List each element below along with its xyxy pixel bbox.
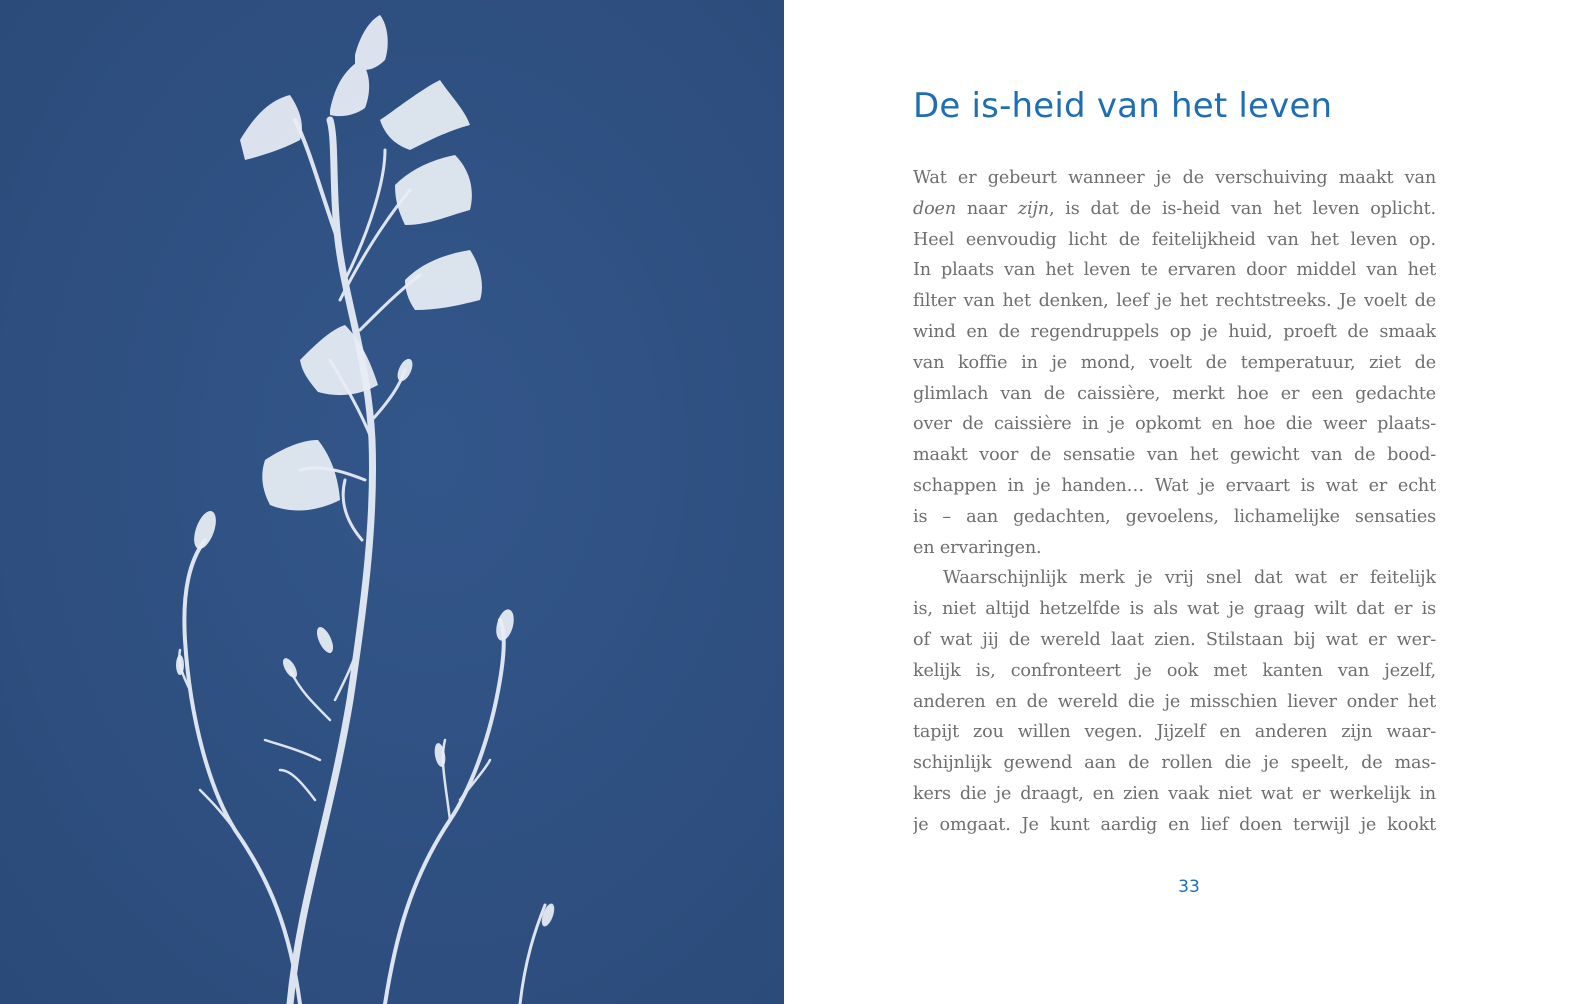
text-line: of wat jij de wereld laat zien. Stilstaan bij wat er wer- [913, 629, 1436, 650]
text-fragment: , is dat de is-heid van het leven oplicht. [1048, 198, 1436, 219]
text-line: tapijt zou willen vegen. Jijzelf en anderen zijn waar- [913, 722, 1436, 743]
text-line: Heel eenvoudig licht de feitelijkheid van het leven op. [913, 229, 1436, 250]
text-line: glimlach van de caissière, merkt hoe er een gedachte [913, 383, 1436, 404]
text-line: kers die je draagt, en zien vaak niet wat er werkelijk in [913, 783, 1436, 804]
page-number: 33 [1178, 877, 1200, 897]
text-line: is – aan gedachten, gevoelens, lichamelijke sensaties [913, 506, 1436, 527]
text-line: In plaats van het leven te ervaren door middel van het [913, 260, 1436, 281]
text-line: schijnlijk gewend aan de rollen die je speelt, de mas- [913, 753, 1436, 774]
bellflower-photogram [0, 0, 784, 1004]
text-line: Wat er gebeurt wanneer je de verschuiving maakt van [913, 168, 1436, 188]
text-line: kelijk is, confronteert je ook met kanten van jezelf, [913, 660, 1436, 681]
text-line: anderen en de wereld die je misschien liever onder het [913, 691, 1436, 712]
text-line: je omgaat. Je kunt aardig en lief doen terwijl je kookt [913, 814, 1436, 835]
body-text [913, 163, 1436, 841]
text-page [784, 0, 1594, 1004]
text-line: maakt voor de sensatie van het gewicht van de bood- [913, 445, 1436, 466]
chapter-title: De is-heid van het leven [913, 86, 1333, 126]
text-line: en ervaringen. [913, 537, 1042, 558]
text-line: Waarschijnlijk merk je vrij snel dat wat er feitelijk [943, 568, 1436, 589]
italic-word: doen [913, 198, 956, 219]
italic-word: zijn [1017, 198, 1049, 219]
text-line: schappen in je handen… Wat je ervaart is wat er echt [913, 475, 1436, 496]
cyanotype-illustration [0, 0, 784, 1004]
text-line: is, niet altijd hetzelfde is als wat je graag wilt dat er is [913, 599, 1436, 620]
text-line: wind en de regendruppels op je huid, proeft de smaak [913, 321, 1436, 342]
text-line: over de caissière in je opkomt en hoe die weer plaats- [913, 414, 1436, 435]
text-fragment: naar [956, 198, 1018, 219]
text-line: filter van het denken, leef je het rechtstreeks. Je voelt de [913, 291, 1436, 312]
text-line: van koffie in je mond, voelt de temperatuur, ziet de [913, 352, 1436, 373]
text-line [913, 194, 1436, 225]
